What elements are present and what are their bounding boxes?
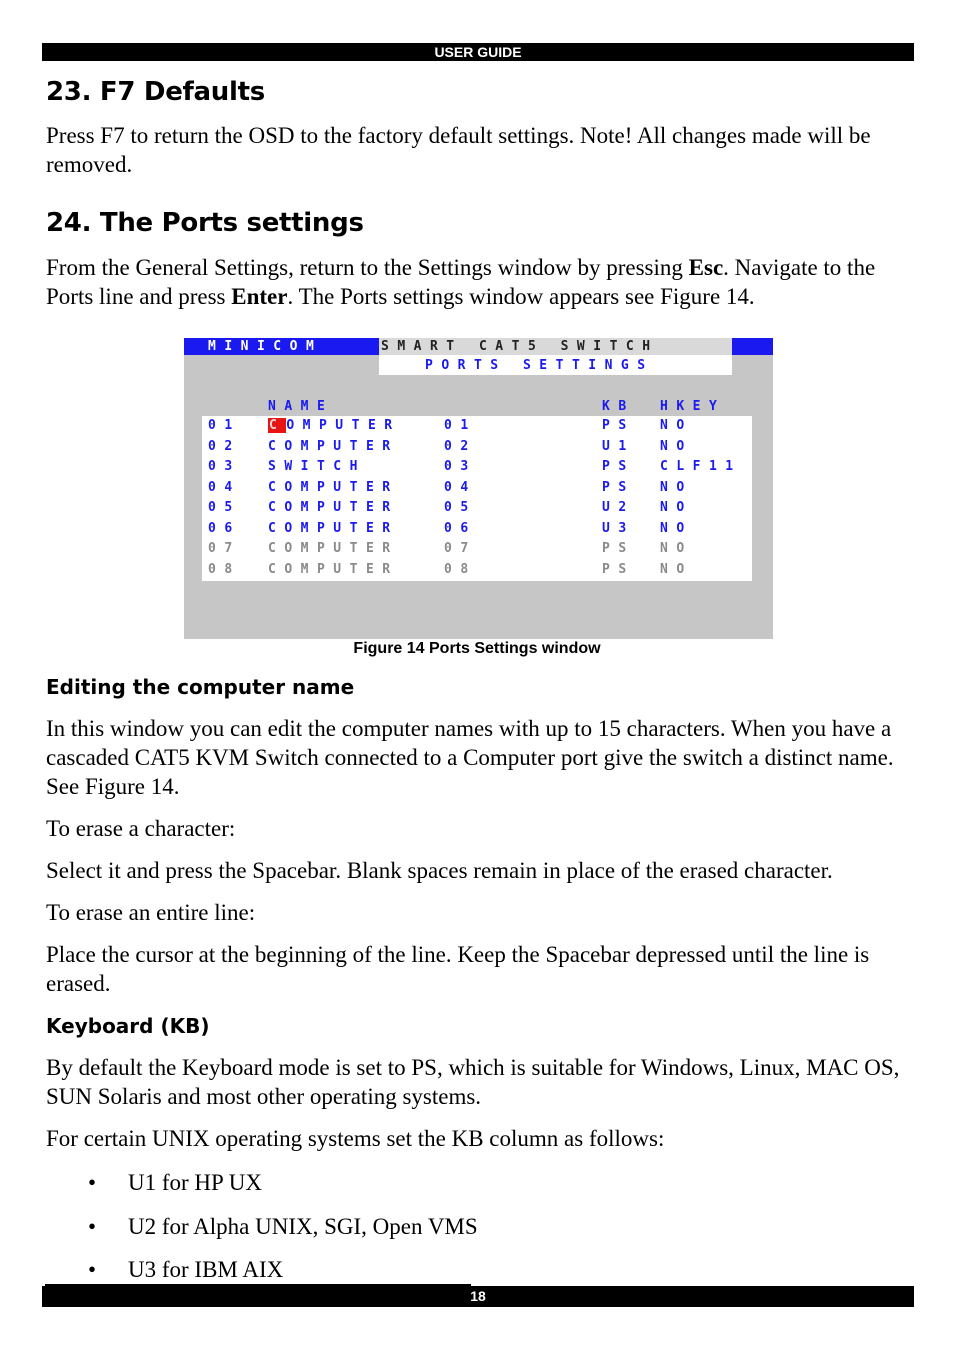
section-23-body: Press F7 to return the OSD to the factory default settings. Note! All changes made will be removed. — [46, 123, 871, 177]
osd-edit-cursor[interactable]: C — [269, 418, 286, 433]
bullet-dot-icon: • — [88, 1214, 97, 1239]
page-number: 18 — [470, 1288, 486, 1304]
bullet-dot-icon: • — [88, 1257, 97, 1282]
osd-port-row[interactable]: 05 COMPUTER 05 U2 NO — [208, 500, 693, 515]
section-23-heading: 23. F7 Defaults — [46, 77, 265, 107]
editing-paragraph-4: To erase an entire line: — [46, 900, 256, 925]
osd-port-row[interactable]: 06 COMPUTER 06 U3 NO — [208, 521, 693, 536]
osd-port-row[interactable]: 08 COMPUTER 08 PS NO — [208, 562, 693, 577]
keyboard-paragraph-1: By default the Keyboard mode is set to PS, which is suitable for Windows, Linux, MAC OS, SUN Solaris and most other operating systems. — [46, 1055, 900, 1109]
osd-ports-table — [202, 416, 752, 581]
osd-col-hkey: HKEY — [660, 399, 726, 414]
keyboard-heading: Keyboard (KB) — [46, 1014, 210, 1038]
osd-port-row[interactable]: 03 SWITCH 03 PS CLF11 — [208, 459, 742, 474]
editing-heading: Editing the computer name — [46, 675, 355, 699]
bullet-dot-icon: • — [88, 1170, 97, 1195]
bullet-item: • U1 for HP UX — [88, 1170, 262, 1195]
osd-subtitle: PORTS SETTINGS — [425, 358, 654, 373]
bullet-item: • U2 for Alpha UNIX, SGI, Open VMS — [88, 1214, 478, 1239]
editing-paragraph-1: In this window you can edit the computer names with up to 15 characters. When you have a cascaded CAT5 KVM Switch connected to a Computer port give the switch a distinct name. See Figure 14. — [46, 716, 894, 799]
osd-product: SMART CAT5 SWITCH — [381, 339, 659, 354]
osd-port-row[interactable]: 02 COMPUTER 02 U1 NO — [208, 439, 693, 454]
header-title: USER GUIDE — [434, 44, 522, 60]
editing-paragraph-2: To erase a character: — [46, 816, 236, 841]
osd-port-row[interactable]: 07 COMPUTER 07 PS NO — [208, 541, 693, 556]
keyboard-paragraph-2: For certain UNIX operating systems set the KB column as follows: — [46, 1126, 665, 1151]
osd-brand: MINICOM — [208, 339, 323, 354]
section-24-heading: 24. The Ports settings — [46, 208, 364, 238]
ports-settings-osd-figure — [184, 338, 773, 639]
osd-col-kb: KB — [602, 399, 635, 414]
editing-paragraph-5: Place the cursor at the beginning of the line. Keep the Spacebar depressed until the line is erased. — [46, 942, 870, 996]
section-24-body: From the General Settings, return to the Settings window by pressing Esc. Navigate to the Ports line and press Enter. The Ports settings window appears see Figure 14. — [46, 255, 876, 309]
osd-port-row[interactable]: 04 COMPUTER 04 PS NO — [208, 480, 693, 495]
header-bar — [42, 43, 914, 61]
editing-paragraph-3: Select it and press the Spacebar. Blank spaces remain in place of the erased character. — [46, 858, 833, 883]
footer-bar — [42, 1286, 914, 1307]
osd-title-bar-right — [732, 338, 773, 355]
figure-caption: Figure 14 Ports Settings window — [353, 640, 601, 657]
osd-col-name: NAME — [268, 399, 334, 414]
bullet-item: • U3 for IBM AIX — [88, 1257, 284, 1282]
osd-port-row[interactable]: 01 COMPUTER 01 PS NO — [208, 418, 693, 433]
